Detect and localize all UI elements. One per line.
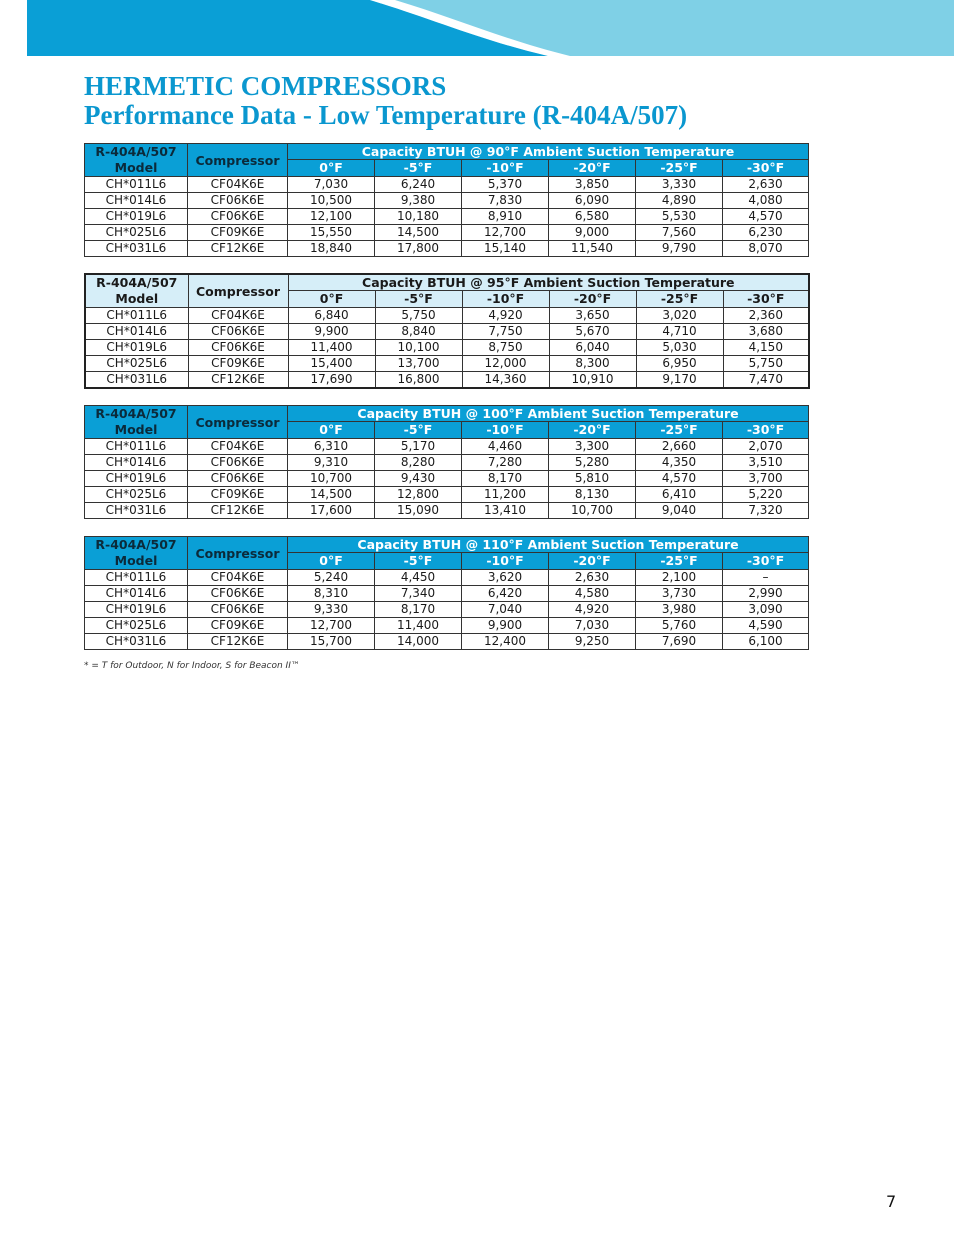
model-header-line1: R-404A/507 [96, 275, 178, 290]
temperature-header: 0°F [288, 422, 375, 439]
temperature-header: -30°F [723, 160, 809, 177]
capacity-cell: 5,170 [375, 439, 462, 455]
temperature-header: -25°F [636, 291, 723, 308]
capacity-cell: 10,700 [288, 471, 375, 487]
performance-table [84, 143, 809, 257]
capacity-cell: 2,360 [723, 308, 809, 324]
capacity-cell: 13,700 [375, 356, 462, 372]
model-cell: CH*011L6 [85, 439, 188, 455]
temperature-header: -5°F [375, 422, 462, 439]
capacity-cell: 8,300 [549, 356, 636, 372]
capacity-cell: 10,700 [549, 503, 636, 519]
capacity-cell: 17,690 [288, 372, 375, 389]
page-subtitle: Performance Data - Low Temperature (R-404A/507) [84, 100, 688, 130]
temperature-header: -5°F [375, 160, 462, 177]
capacity-caption: Capacity BTUH @ 100°F Ambient Suction Temperature [288, 406, 809, 422]
compressor-cell: CF04K6E [188, 177, 288, 193]
table-row [85, 471, 809, 487]
model-header-line1: R-404A/507 [95, 537, 177, 552]
model-cell: CH*011L6 [85, 177, 188, 193]
capacity-cell: 13,410 [462, 503, 549, 519]
table-row [85, 209, 809, 225]
compressor-cell: CF04K6E [188, 308, 288, 324]
temperature-header: -10°F [462, 422, 549, 439]
capacity-cell: 8,170 [375, 602, 462, 618]
model-cell: CH*014L6 [85, 455, 188, 471]
capacity-cell: 5,220 [723, 487, 809, 503]
temperature-header: -30°F [723, 422, 809, 439]
capacity-cell: 15,700 [288, 634, 375, 650]
capacity-cell: 4,710 [636, 324, 723, 340]
capacity-cell: 7,470 [723, 372, 809, 389]
capacity-cell: 10,500 [288, 193, 375, 209]
model-cell: CH*031L6 [85, 241, 188, 257]
capacity-cell: – [723, 570, 809, 586]
capacity-cell: 7,830 [462, 193, 549, 209]
table-row [85, 372, 809, 389]
temperature-header: -20°F [549, 422, 636, 439]
table-row [85, 455, 809, 471]
capacity-cell: 17,800 [375, 241, 462, 257]
compressor-cell: CF06K6E [188, 193, 288, 209]
compressor-cell: CF12K6E [188, 634, 288, 650]
capacity-cell: 9,380 [375, 193, 462, 209]
capacity-cell: 9,790 [636, 241, 723, 257]
model-cell: CH*011L6 [85, 570, 188, 586]
capacity-cell: 4,080 [723, 193, 809, 209]
performance-table [84, 273, 810, 389]
table-row [85, 586, 809, 602]
compressor-cell: CF06K6E [188, 209, 288, 225]
temperature-header: -20°F [549, 291, 636, 308]
capacity-cell: 12,400 [462, 634, 549, 650]
capacity-cell: 5,370 [462, 177, 549, 193]
temperature-header: -30°F [723, 291, 809, 308]
capacity-cell: 7,690 [636, 634, 723, 650]
temperature-header: -5°F [375, 553, 462, 570]
capacity-cell: 6,950 [636, 356, 723, 372]
model-cell: CH*019L6 [85, 340, 188, 356]
model-header-line1: R-404A/507 [95, 144, 177, 159]
compressor-cell: CF06K6E [188, 602, 288, 618]
model-cell: CH*014L6 [85, 193, 188, 209]
capacity-cell: 15,550 [288, 225, 375, 241]
compressor-cell: CF06K6E [188, 340, 288, 356]
model-cell: CH*031L6 [85, 634, 188, 650]
model-cell: CH*025L6 [85, 225, 188, 241]
capacity-cell: 9,250 [549, 634, 636, 650]
table-row [85, 340, 809, 356]
capacity-caption: Capacity BTUH @ 110°F Ambient Suction Temperature [288, 537, 809, 553]
capacity-cell: 11,400 [375, 618, 462, 634]
capacity-cell: 6,230 [723, 225, 809, 241]
capacity-cell: 4,590 [723, 618, 809, 634]
capacity-cell: 5,750 [375, 308, 462, 324]
capacity-cell: 2,990 [723, 586, 809, 602]
capacity-cell: 8,070 [723, 241, 809, 257]
performance-table [84, 405, 809, 519]
table-row [85, 503, 809, 519]
compressor-cell: CF09K6E [188, 487, 288, 503]
model-header [85, 274, 188, 308]
capacity-cell: 10,910 [549, 372, 636, 389]
temperature-header: -20°F [549, 553, 636, 570]
capacity-cell: 3,330 [636, 177, 723, 193]
compressor-cell: CF06K6E [188, 471, 288, 487]
capacity-cell: 2,630 [549, 570, 636, 586]
capacity-cell: 4,890 [636, 193, 723, 209]
capacity-cell: 11,540 [549, 241, 636, 257]
compressor-cell: CF06K6E [188, 455, 288, 471]
temperature-header: 0°F [288, 291, 375, 308]
capacity-cell: 11,200 [462, 487, 549, 503]
model-cell: CH*019L6 [85, 209, 188, 225]
table-row [85, 193, 809, 209]
compressor-header: Compressor [188, 144, 288, 177]
temperature-header: 0°F [288, 553, 375, 570]
table-row [85, 634, 809, 650]
model-cell: CH*031L6 [85, 372, 188, 389]
table-row [85, 308, 809, 324]
capacity-cell: 17,600 [288, 503, 375, 519]
capacity-cell: 6,240 [375, 177, 462, 193]
capacity-cell: 15,140 [462, 241, 549, 257]
capacity-cell: 5,760 [636, 618, 723, 634]
performance-table [84, 536, 809, 650]
table-row [85, 570, 809, 586]
capacity-cell: 8,310 [288, 586, 375, 602]
compressor-header: Compressor [188, 274, 288, 308]
temperature-header: -25°F [636, 160, 723, 177]
capacity-cell: 12,100 [288, 209, 375, 225]
page-number: 7 [886, 1192, 897, 1211]
capacity-cell: 8,840 [375, 324, 462, 340]
model-header-line1: R-404A/507 [95, 406, 177, 421]
capacity-cell: 12,700 [462, 225, 549, 241]
capacity-cell: 3,650 [549, 308, 636, 324]
temperature-header: -10°F [462, 553, 549, 570]
capacity-cell: 12,700 [288, 618, 375, 634]
capacity-cell: 2,070 [723, 439, 809, 455]
capacity-cell: 12,000 [462, 356, 549, 372]
capacity-cell: 7,030 [549, 618, 636, 634]
capacity-cell: 6,040 [549, 340, 636, 356]
model-cell: CH*025L6 [85, 356, 188, 372]
temperature-header: 0°F [288, 160, 375, 177]
compressor-cell: CF04K6E [188, 439, 288, 455]
model-cell: CH*025L6 [85, 487, 188, 503]
capacity-cell: 6,420 [462, 586, 549, 602]
capacity-cell: 8,280 [375, 455, 462, 471]
capacity-cell: 3,980 [636, 602, 723, 618]
footnote: * = T for Outdoor, N for Indoor, S for Beacon II™ [84, 661, 300, 671]
capacity-cell: 7,560 [636, 225, 723, 241]
compressor-cell: CF12K6E [188, 241, 288, 257]
compressor-cell: CF06K6E [188, 586, 288, 602]
capacity-cell: 6,090 [549, 193, 636, 209]
capacity-cell: 16,800 [375, 372, 462, 389]
capacity-cell: 4,570 [723, 209, 809, 225]
capacity-cell: 5,670 [549, 324, 636, 340]
capacity-cell: 3,300 [549, 439, 636, 455]
capacity-cell: 4,460 [462, 439, 549, 455]
capacity-cell: 9,040 [636, 503, 723, 519]
capacity-cell: 8,750 [462, 340, 549, 356]
table-row [85, 225, 809, 241]
compressor-cell: CF09K6E [188, 225, 288, 241]
capacity-cell: 15,090 [375, 503, 462, 519]
capacity-cell: 7,320 [723, 503, 809, 519]
compressor-cell: CF12K6E [188, 372, 288, 389]
capacity-cell: 3,620 [462, 570, 549, 586]
capacity-cell: 4,350 [636, 455, 723, 471]
capacity-cell: 3,020 [636, 308, 723, 324]
capacity-cell: 9,170 [636, 372, 723, 389]
table-row [85, 324, 809, 340]
capacity-caption: Capacity BTUH @ 90°F Ambient Suction Temperature [288, 144, 809, 160]
temperature-header: -25°F [636, 422, 723, 439]
capacity-cell: 8,170 [462, 471, 549, 487]
capacity-caption: Capacity BTUH @ 95°F Ambient Suction Temperature [288, 274, 809, 291]
compressor-cell: CF09K6E [188, 618, 288, 634]
capacity-cell: 2,100 [636, 570, 723, 586]
temperature-header: -20°F [549, 160, 636, 177]
temperature-header: -5°F [375, 291, 462, 308]
model-header-line2: Model [114, 160, 158, 175]
capacity-cell: 8,910 [462, 209, 549, 225]
capacity-cell: 4,150 [723, 340, 809, 356]
compressor-header: Compressor [188, 406, 288, 439]
model-header [85, 406, 188, 439]
capacity-cell: 5,280 [549, 455, 636, 471]
model-header [85, 537, 188, 570]
capacity-cell: 6,410 [636, 487, 723, 503]
capacity-cell: 6,840 [288, 308, 375, 324]
capacity-cell: 9,000 [549, 225, 636, 241]
capacity-cell: 5,240 [288, 570, 375, 586]
title-block [84, 72, 687, 130]
model-header-line2: Model [114, 422, 158, 437]
capacity-cell: 5,030 [636, 340, 723, 356]
temperature-header: -30°F [723, 553, 809, 570]
model-header [85, 144, 188, 177]
compressor-cell: CF12K6E [188, 503, 288, 519]
capacity-cell: 3,850 [549, 177, 636, 193]
capacity-cell: 14,360 [462, 372, 549, 389]
page-title: HERMETIC COMPRESSORS [84, 71, 447, 101]
temperature-header: -10°F [462, 291, 549, 308]
model-cell: CH*019L6 [85, 602, 188, 618]
capacity-cell: 7,040 [462, 602, 549, 618]
capacity-cell: 9,900 [462, 618, 549, 634]
capacity-cell: 3,510 [723, 455, 809, 471]
model-cell: CH*031L6 [85, 503, 188, 519]
capacity-cell: 14,500 [288, 487, 375, 503]
table-row [85, 439, 809, 455]
header-banner [0, 0, 954, 56]
capacity-cell: 11,400 [288, 340, 375, 356]
capacity-cell: 14,000 [375, 634, 462, 650]
compressor-cell: CF04K6E [188, 570, 288, 586]
compressor-cell: CF09K6E [188, 356, 288, 372]
capacity-cell: 5,810 [549, 471, 636, 487]
model-cell: CH*025L6 [85, 618, 188, 634]
capacity-cell: 8,130 [549, 487, 636, 503]
table-row [85, 602, 809, 618]
capacity-cell: 14,500 [375, 225, 462, 241]
model-cell: CH*011L6 [85, 308, 188, 324]
capacity-cell: 3,700 [723, 471, 809, 487]
capacity-cell: 7,750 [462, 324, 549, 340]
capacity-cell: 9,430 [375, 471, 462, 487]
capacity-cell: 15,400 [288, 356, 375, 372]
model-cell: CH*019L6 [85, 471, 188, 487]
capacity-cell: 4,450 [375, 570, 462, 586]
capacity-cell: 9,310 [288, 455, 375, 471]
capacity-cell: 7,280 [462, 455, 549, 471]
temperature-header: -25°F [636, 553, 723, 570]
capacity-cell: 10,180 [375, 209, 462, 225]
model-header-line2: Model [114, 553, 158, 568]
compressor-header: Compressor [188, 537, 288, 570]
model-cell: CH*014L6 [85, 324, 188, 340]
table-row [85, 618, 809, 634]
capacity-cell: 2,630 [723, 177, 809, 193]
capacity-cell: 6,310 [288, 439, 375, 455]
capacity-cell: 5,530 [636, 209, 723, 225]
capacity-cell: 4,570 [636, 471, 723, 487]
capacity-cell: 3,090 [723, 602, 809, 618]
capacity-cell: 7,340 [375, 586, 462, 602]
capacity-cell: 9,900 [288, 324, 375, 340]
capacity-cell: 6,100 [723, 634, 809, 650]
capacity-cell: 9,330 [288, 602, 375, 618]
compressor-cell: CF06K6E [188, 324, 288, 340]
capacity-cell: 10,100 [375, 340, 462, 356]
table-row [85, 487, 809, 503]
capacity-cell: 6,580 [549, 209, 636, 225]
capacity-cell: 12,800 [375, 487, 462, 503]
capacity-cell: 3,730 [636, 586, 723, 602]
table-row [85, 177, 809, 193]
model-header-line2: Model [115, 291, 159, 306]
capacity-cell: 4,920 [462, 308, 549, 324]
table-row [85, 356, 809, 372]
capacity-cell: 3,680 [723, 324, 809, 340]
capacity-cell: 4,580 [549, 586, 636, 602]
temperature-header: -10°F [462, 160, 549, 177]
table-row [85, 241, 809, 257]
model-cell: CH*014L6 [85, 586, 188, 602]
capacity-cell: 5,750 [723, 356, 809, 372]
capacity-cell: 7,030 [288, 177, 375, 193]
capacity-cell: 2,660 [636, 439, 723, 455]
capacity-cell: 4,920 [549, 602, 636, 618]
capacity-cell: 18,840 [288, 241, 375, 257]
